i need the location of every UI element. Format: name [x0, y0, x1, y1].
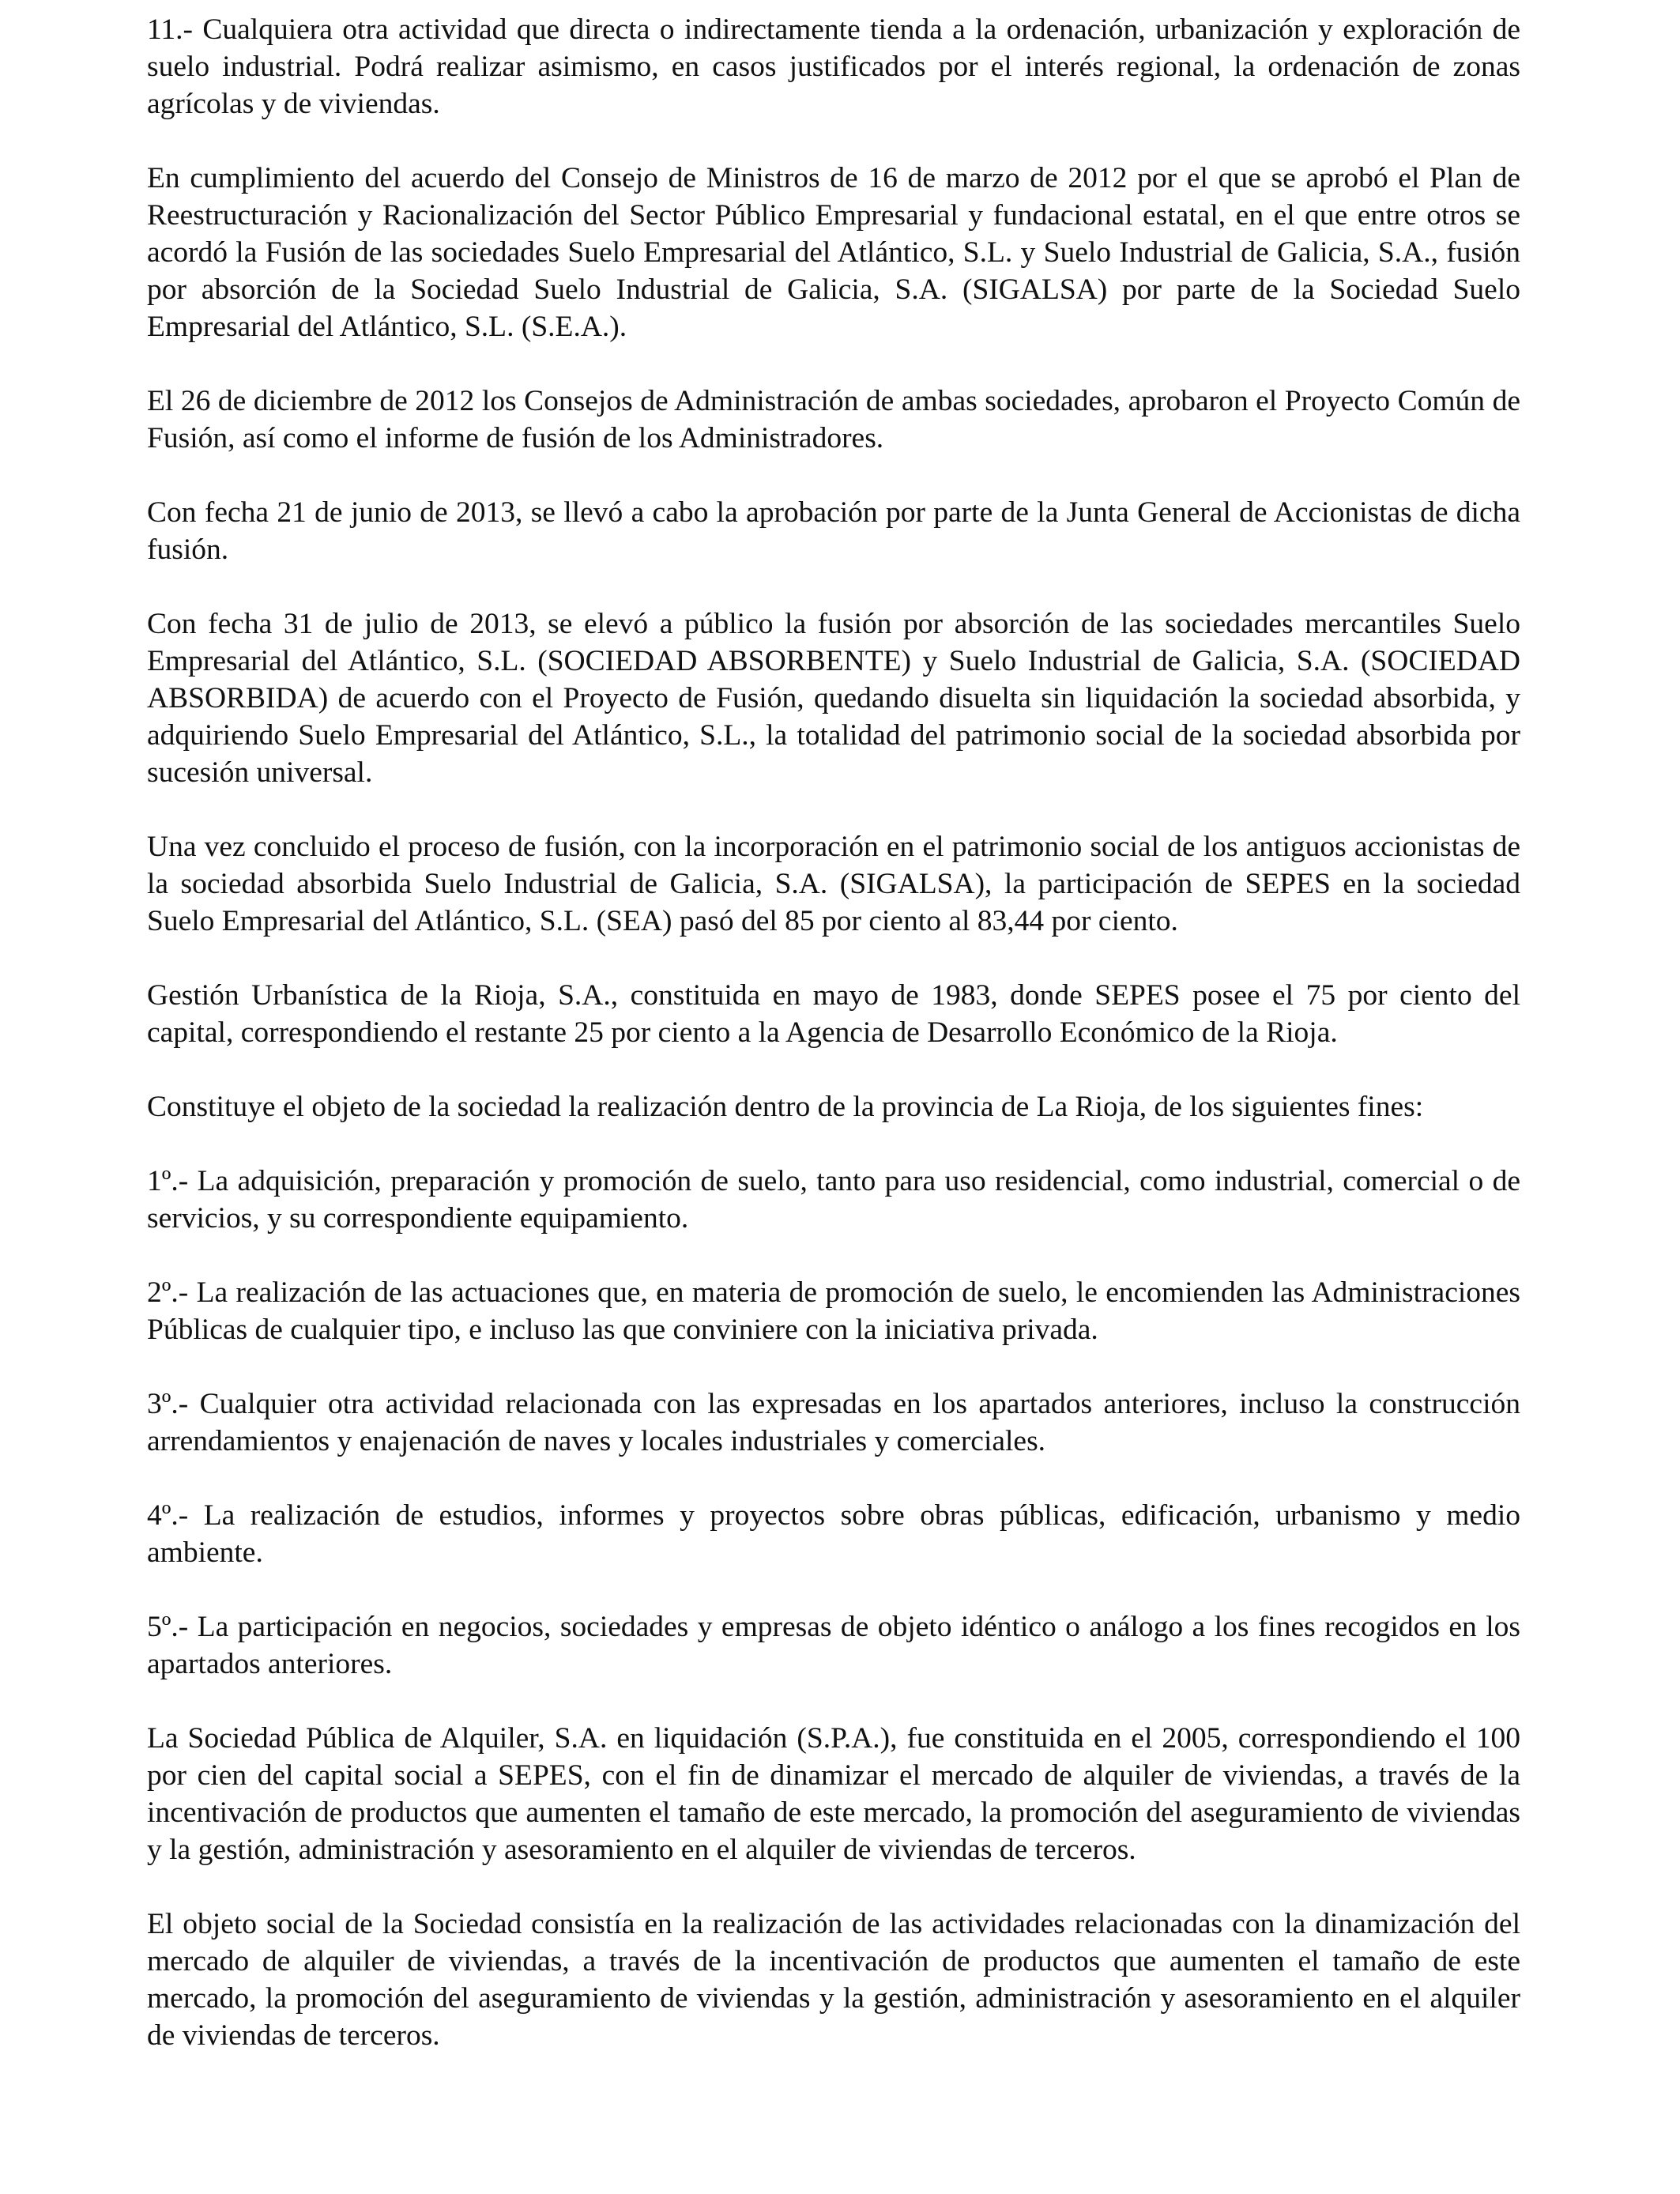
- paragraph-fusion-agreement: En cumplimiento del acuerdo del Consejo de Ministros de 16 de marzo de 2012 por el que se aprobó el Plan de Reestructuración y Racionalización del Sector Público Empresarial y fundacional estatal, en el que entre otros se acordó la Fusión de las sociedades Suelo Empresarial del Atlántico, S.L. y Suelo Industrial de Galicia, S.A., fusión por absorción de la Sociedad Suelo Industrial de Galicia, S.A. (SIGALSA) por parte de la Sociedad Suelo Empresarial del Atlántico, S.L. (S.E.A.).: [147, 162, 1520, 343]
- list-item-fin-5: 5º.- La participación en negocios, sociedades y empresas de objeto idéntico o análogo a los fines recogidos en los apartados anteriores.: [147, 1611, 1520, 1680]
- document-page: [147, 11, 1520, 2054]
- paragraph-spa-constitution: La Sociedad Pública de Alquiler, S.A. en liquidación (S.P.A.), fue constituida en el 2005, correspondiendo el 100 por cien del capital social a SEPES, con el fin de dinamizar el mercado de alquiler de viviendas, a través de la incentivación de productos que aumenten el tamaño de este mercado, la promoción del aseguramiento de viviendas y la gestión, administración y asesoramiento en el alquiler de viviendas de terceros.: [147, 1722, 1520, 1866]
- paragraph-sepes-participation: Una vez concluido el proceso de fusión, con la incorporación en el patrimonio social de los antiguos accionistas de la sociedad absorbida Suelo Industrial de Galicia, S.A. (SIGALSA), la participación de SEPES en la sociedad Suelo Empresarial del Atlántico, S.L. (SEA) pasó del 85 por ciento al 83,44 por ciento.: [147, 831, 1520, 937]
- paragraph-spa-objeto-social: El objeto social de la Sociedad consistía en la realización de las actividades relacionadas con la dinamización del mercado de alquiler de viviendas, a través de la incentivación de productos que aumenten el tamaño de este mercado, la promoción del aseguramiento de viviendas y la gestión, administración y asesoramiento en el alquiler de viviendas de terceros.: [147, 1908, 1520, 2052]
- paragraph-gestion-rioja: Gestión Urbanística de la Rioja, S.A., constituida en mayo de 1983, donde SEPES posee el 75 por ciento del capital, correspondiendo el restante 25 por ciento a la Agencia de Desarrollo Económico de la Rioja.: [147, 979, 1520, 1049]
- list-item-fin-2: 2º.- La realización de las actuaciones que, en materia de promoción de suelo, le encomienden las Administraciones Públicas de cualquier tipo, e incluso las que conviniere con la iniciativa privada.: [147, 1276, 1520, 1346]
- paragraph-fusion-project: El 26 de diciembre de 2012 los Consejos de Administración de ambas sociedades, aprobaron el Proyecto Común de Fusión, así como el informe de fusión de los Administradores.: [147, 385, 1520, 454]
- list-item-fin-1: 1º.- La adquisición, preparación y promoción de suelo, tanto para uso residencial, como industrial, comercial o de servicios, y su correspondiente equipamiento.: [147, 1165, 1520, 1235]
- paragraph-fusion-public-deed: Con fecha 31 de julio de 2013, se elevó a público la fusión por absorción de las sociedades mercantiles Suelo Empresarial del Atlántico, S.L. (SOCIEDAD ABSORBENTE) y Suelo Industrial de Galicia, S.A. (SOCIEDAD ABSORBIDA) de acuerdo con el Proyecto de Fusión, quedando disuelta sin liquidación la sociedad absorbida, y adquiriendo Suelo Empresarial del Atlántico, S.L., la totalidad del patrimonio social de la sociedad absorbida por sucesión universal.: [147, 608, 1520, 789]
- paragraph-item-11: 11.- Cualquiera otra actividad que directa o indirectamente tienda a la ordenación, urbanización y exploración de suelo industrial. Podrá realizar asimismo, en casos justificados por el interés regional, la ordenación de zonas agrícolas y de viviendas.: [147, 13, 1520, 120]
- paragraph-junta-approval: Con fecha 21 de junio de 2013, se llevó a cabo la aprobación por parte de la Junta General de Accionistas de dicha fusión.: [147, 496, 1520, 566]
- list-item-fin-3: 3º.- Cualquier otra actividad relacionada con las expresadas en los apartados anteriores, incluso la construcción arrendamientos y enajenación de naves y locales industriales y comerciales.: [147, 1388, 1520, 1457]
- list-item-fin-4: 4º.- La realización de estudios, informes y proyectos sobre obras públicas, edificación, urbanismo y medio ambiente.: [147, 1499, 1520, 1569]
- paragraph-objeto-rioja: Constituye el objeto de la sociedad la realización dentro de la provincia de La Rioja, de los siguientes fines:: [147, 1091, 1424, 1123]
